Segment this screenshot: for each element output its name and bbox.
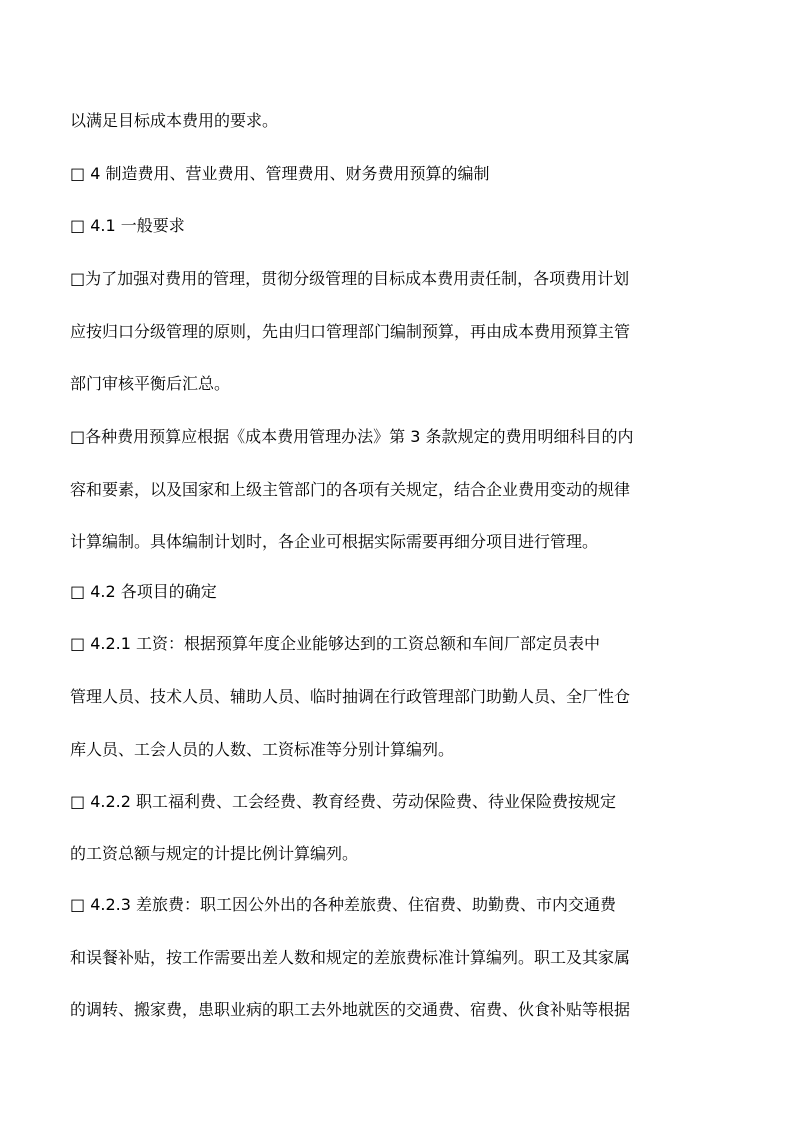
text-line: 应按归口分级管理的原则，先由归口管理部门编制预算，再由成本费用预算主管 bbox=[70, 322, 631, 341]
text-line: 管理人员、技术人员、辅助人员、临时抽调在行政管理部门助勤人员、全厂性仓 bbox=[70, 687, 631, 706]
text-line: □各种费用预算应根据《成本费用管理办法》第 3 条款规定的费用明细科目的内 bbox=[70, 427, 634, 446]
text-line: 计算编制。具体编制计划时，各企业可根据实际需要再细分项目进行管理。 bbox=[70, 532, 599, 551]
text-line: □ 4.2.2 职工福利费、工会经费、教育经费、劳动保险费、待业保险费按规定 bbox=[70, 792, 617, 811]
text-line: □ 4.2.1 工资：根据预算年度企业能够达到的工资总额和车间厂部定员表中 bbox=[70, 634, 601, 653]
subsection-heading: □ 4.2 各项目的确定 bbox=[70, 582, 217, 601]
text-line: 和误餐补贴，按工作需要出差人数和规定的差旅费标准计算编列。职工及其家属 bbox=[70, 948, 631, 967]
text-line: 的工资总额与规定的计提比例计算编列。 bbox=[70, 844, 359, 863]
text-line: 以满足目标成本费用的要求。 bbox=[70, 111, 279, 130]
text-line: □ 4.2.3 差旅费：职工因公外出的各种差旅费、住宿费、助勤费、市内交通费 bbox=[70, 895, 617, 914]
text-line: 容和要素，以及国家和上级主管部门的各项有关规定，结合企业费用变动的规律 bbox=[70, 480, 631, 499]
section-heading: □ 4 制造费用、营业费用、管理费用、财务费用预算的编制 bbox=[70, 164, 490, 183]
text-line: 库人员、工会人员的人数、工资标准等分别计算编列。 bbox=[70, 740, 455, 759]
subsection-heading: □ 4.1 一般要求 bbox=[70, 216, 185, 235]
text-line: 部门审核平衡后汇总。 bbox=[70, 374, 231, 393]
text-line: 的调转、搬家费，患职业病的职工去外地就医的交通费、宿费、伙食补贴等根据 bbox=[70, 1000, 631, 1019]
text-line: □为了加强对费用的管理，贯彻分级管理的目标成本费用责任制，各项费用计划 bbox=[70, 269, 630, 288]
